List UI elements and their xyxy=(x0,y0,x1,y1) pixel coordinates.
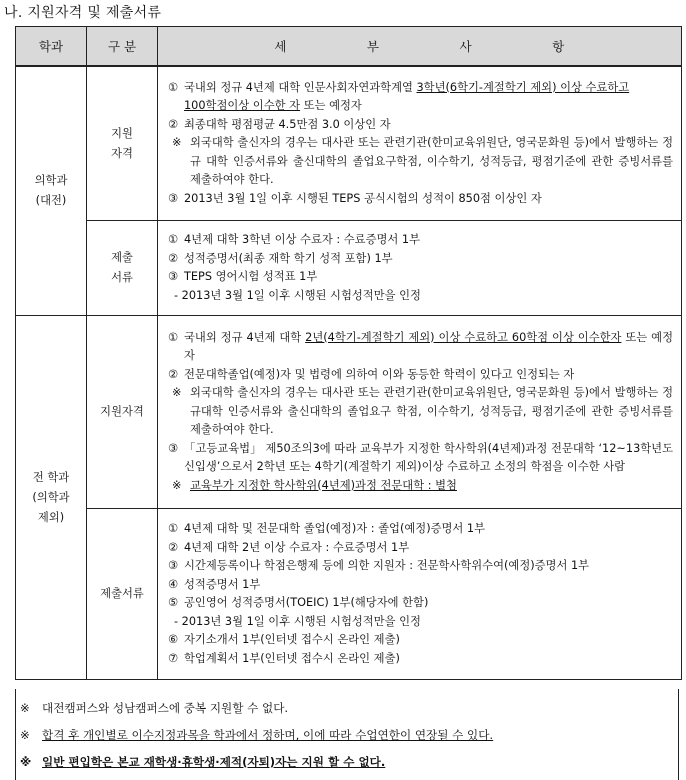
note-item: ※ 외국대학 출신자의 경우는 대사관 또는 관련기관(한미교육위원단, 영국문화원 등)에서 발행하는 정규대학 인증서류와 출신대학의 졸업요구 학점, 이수학기, 성적등급, 평점기준에 관한 증빙서류를 제출하여야 한다. xyxy=(172,386,673,437)
requirements-table xyxy=(15,26,682,680)
list-item: ③ 「고등교육법」 제50조의3에 따라 교육부가 지정한 학사학위(4년제)과정 전문대학 ‘12~13학년도 신입생’으로서 2학년 또는 4학기(계절학기 제외)이상 수료하고 소정의 학점을 이수한 사람 xyxy=(168,441,673,474)
list-item: ② 최종대학 평점평균 4.5만점 3.0 이상인 자 xyxy=(168,117,391,131)
footnote: ※ 일반 편입학은 본교 재학생·휴학생·제적(자퇴)자는 지원 할 수 없다. xyxy=(20,755,386,769)
medicine-qualification-row xyxy=(16,66,682,221)
medicine-docs-label: 제출 서류 xyxy=(87,221,158,316)
list-item: ④ 성적증명서 1부 xyxy=(168,577,261,591)
table-header-row xyxy=(16,27,682,67)
all-depts-qualification-row xyxy=(16,316,682,509)
all-depts-docs-items xyxy=(158,509,682,680)
footnote: ※ 합격 후 개인별로 이수지정과목을 학과에서 정하며, 이에 따라 수업연한이 연장될 수 있다. xyxy=(20,728,494,742)
list-item: ① 국내외 정규 4년제 대학 인문사회자연과학계열 3학년(6학기-계절학기 제외) 이상 수료하고 100학점이상 이수한 자 또는 예정자 xyxy=(168,80,630,113)
section-title: 나. 지원자격 및 제출서류 xyxy=(4,5,162,21)
all-depts-qual-label: 지원자격 xyxy=(87,316,158,509)
list-item: - 2013년 3월 1일 이후 시행된 시험성적만을 인정 xyxy=(174,614,421,628)
list-item: ① 4년제 대학 3학년 이상 수료자 : 수료증명서 1부 xyxy=(168,233,421,246)
list-item: ⑤ 공인영어 성적증명서(TOEIC) 1부(해당자에 한함) xyxy=(168,596,429,609)
all-depts-dept-cell: 전 학과 (의학과 제외) xyxy=(16,316,87,680)
list-item: ⑥ 자기소개서 1부(인터넷 접수시 온라인 제출) xyxy=(168,633,400,646)
list-item: ① 4년제 대학 및 전문대학 졸업(예정)자 : 졸업(예정)증명서 1부 xyxy=(168,522,486,535)
list-item: ② 4년제 대학 2년 이상 수료자 : 수료증명서 1부 xyxy=(168,540,410,554)
medicine-qual-items xyxy=(158,66,682,221)
all-depts-docs-row xyxy=(16,509,682,680)
list-item: ② 전문대학졸업(예정)자 및 법령에 의하여 이와 동등한 학력이 있다고 인정되는 자 xyxy=(168,367,575,381)
list-item: ③ 2013년 3월 1일 이후 시행된 TEPS 공식시험의 성적이 850점 이상인 자 xyxy=(168,191,542,205)
all-depts-qual-items xyxy=(158,316,682,509)
medicine-dept-cell: 의학과 (대전) xyxy=(16,66,87,316)
list-item: ② 성적증명서(최종 재학 학기 성적 포함) 1부 xyxy=(168,251,393,265)
list-item: ③ 시간제등록이나 학점은행제 등에 의한 지원자 : 전문학사학위수여(예정)증명서 1부 xyxy=(168,559,590,572)
header-category: 구 분 xyxy=(87,27,158,67)
footnote: ※ 대전캠퍼스와 성남캠퍼스에 중복 지원할 수 없다. xyxy=(20,701,289,715)
medicine-qual-label: 지원 자격 xyxy=(87,66,158,221)
header-detail: 세 부 사 항 xyxy=(158,27,682,67)
all-depts-docs-label: 제출서류 xyxy=(87,509,158,680)
medicine-docs-row xyxy=(16,221,682,316)
list-item: ③ TEPS 영어시험 성적표 1부 xyxy=(168,270,318,283)
header-dept: 학과 xyxy=(16,27,87,67)
note-item: ※ 외국대학 출신자의 경우는 대사관 또는 관련기관(한미교육위원단, 영국문화원 등)에서 발행하는 정규 대학 인증서류와 출신대학의 졸업요구학점, 이수학기, 성적등급, 평점기준에 관한 증빙서류를 제출하여야 한다. xyxy=(172,136,673,187)
footnotes-box xyxy=(15,689,679,780)
list-item: ⑦ 학업계획서 1부(인터넷 접수시 온라인 제출) xyxy=(168,651,400,665)
note-item: ※ 교육부가 지정한 학사학위(4년제)과정 전문대학 : 별첨 xyxy=(172,478,457,492)
list-item: - 2013년 3월 1일 이후 시행된 시험성적만을 인정 xyxy=(174,288,421,302)
list-item: ① 국내외 정규 4년제 대학 2년(4학기-계절학기 제외) 이상 수료하고 60학점 이상 이수한자 또는 예정자 xyxy=(168,330,673,363)
medicine-docs-items xyxy=(158,221,682,316)
